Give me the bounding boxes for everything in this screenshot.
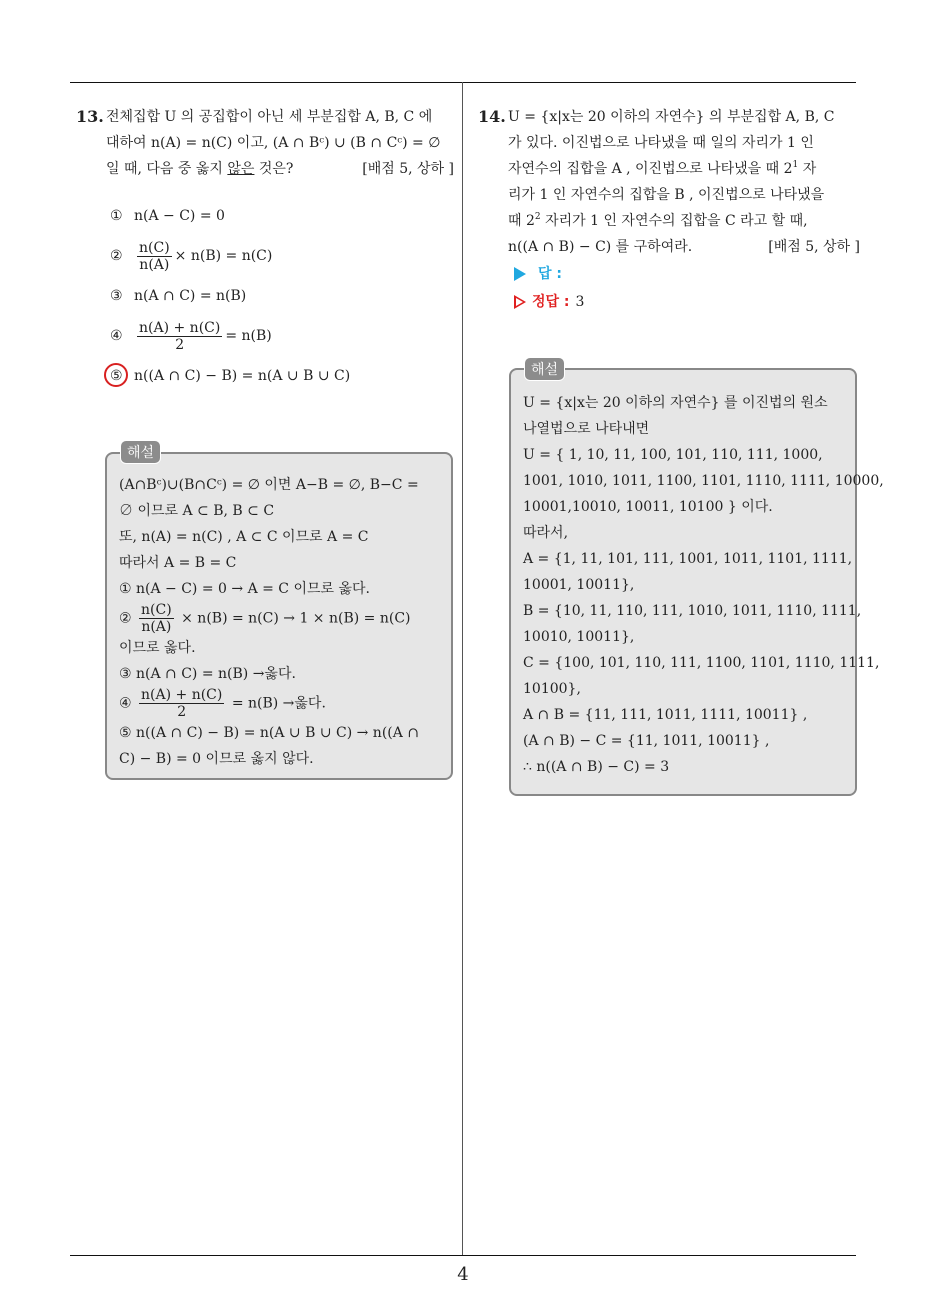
question-line-text: 일 때, 다음 중 옳지 xyxy=(106,161,228,177)
solution-line xyxy=(119,687,439,720)
solution-line: ① n(A − C) = 0 → A = C 이므로 옳다. xyxy=(119,581,370,597)
solution-line: ⑤ n((A ∩ C) − B) = n(A ∪ B ∪ C) → n((A ∩ xyxy=(119,725,420,741)
choice-marker: ④ xyxy=(110,328,123,344)
choice-marker: ① xyxy=(110,208,123,224)
question-line-tail: 자리가 1 인 자연수의 집합을 C 라고 할 때, xyxy=(540,213,808,229)
question-number: 13. xyxy=(76,107,104,126)
solution-line: (A ∩ B) − C = {11, 1011, 10011} , xyxy=(523,733,770,749)
solution-line: U = { 1, 10, 11, 100, 101, 110, 111, 1000, xyxy=(523,447,823,463)
choice-1[interactable] xyxy=(110,196,454,236)
fraction-denominator: 2 xyxy=(175,336,185,353)
choice-list xyxy=(76,196,454,396)
solution-line: C) − B) = 0 이므로 옳지 않다. xyxy=(119,751,314,767)
page-number: 4 xyxy=(457,1264,469,1285)
question-line xyxy=(106,156,454,182)
question-line-text: n((A ∩ B) − C) 를 구하여라. xyxy=(508,239,693,255)
solution-marker: ② xyxy=(119,610,132,627)
solution-line: A ∩ B = {11, 111, 1011, 1111, 10011} , xyxy=(523,707,808,723)
correct-answer-row xyxy=(478,288,860,316)
choice-text: × n(B) = n(C) xyxy=(174,248,273,264)
correct-answer-label: 정답 : xyxy=(532,294,570,310)
choice-text: = n(B) xyxy=(225,328,272,344)
solution-line: 또, n(A) = n(C) , A ⊂ C 이므로 A = C xyxy=(119,529,369,545)
underlined-word: 않은 xyxy=(227,161,255,177)
solution-line: ∅ 이므로 A ⊂ B, B ⊂ C xyxy=(119,503,275,519)
question-line-tail: 자 xyxy=(798,161,817,177)
choice-marker: ⑤ xyxy=(110,368,123,384)
solution-line: 이므로 옳다. xyxy=(119,640,196,656)
fraction-numerator: n(A) + n(C) xyxy=(141,687,223,703)
solution-tab: 해설 xyxy=(524,357,565,381)
play-outline-icon xyxy=(514,295,526,309)
answer-row xyxy=(478,260,860,288)
question-line-tail: 것은? xyxy=(254,161,294,177)
question-line: 전체집합 U 의 공집합이 아닌 세 부분집합 A, B, C 에 xyxy=(106,109,433,125)
bottom-rule xyxy=(70,1255,856,1256)
solution-line xyxy=(119,602,439,635)
solution-line: ∴ n((A ∩ B) − C) = 3 xyxy=(523,759,670,775)
question-line: 리가 1 인 자연수의 집합을 B , 이진법으로 나타냈을 xyxy=(508,187,825,203)
fraction xyxy=(137,320,222,353)
choice-marker: ③ xyxy=(110,288,123,304)
fraction-numerator: n(A) + n(C) xyxy=(139,319,221,336)
play-icon xyxy=(514,267,526,281)
fraction xyxy=(139,602,174,635)
solution-line: 나열법으로 나타내면 xyxy=(523,421,650,437)
choice-2[interactable] xyxy=(110,236,454,276)
correct-answer-value: 3 xyxy=(575,294,585,310)
solution-line: A = {1, 11, 101, 111, 1001, 1011, 1101, 1111, xyxy=(523,551,853,567)
fraction xyxy=(139,687,224,720)
solution-text: × n(B) = n(C) → 1 × n(B) = n(C) xyxy=(181,610,411,627)
solution-line: 10001,10010, 10011, 10100 } 이다. xyxy=(523,499,773,515)
solution-line: U = {x|x는 20 이하의 자연수} 를 이진법의 원소 xyxy=(523,395,828,411)
solution-tab: 해설 xyxy=(120,440,161,464)
fraction-numerator: n(C) xyxy=(139,239,170,256)
solution-line: ③ n(A ∩ C) = n(B) →옳다. xyxy=(119,666,296,682)
fraction-denominator: 2 xyxy=(177,704,187,720)
fraction xyxy=(137,240,172,273)
solution-line: (A∩Bᶜ)∪(B∩Cᶜ) = ∅ 이면 A−B = ∅, B−C = xyxy=(119,477,419,493)
solution-text: = n(B) →옳다. xyxy=(231,695,326,712)
solution-line: 10100}, xyxy=(523,681,581,697)
choice-marker: ② xyxy=(110,248,123,264)
choice-text: n(A − C) = 0 xyxy=(134,208,225,224)
question-line: U = {x|x는 20 이하의 자연수} 의 부분집합 A, B, C xyxy=(508,109,835,125)
solution-box-14 xyxy=(509,368,884,796)
solution-line: B = {10, 11, 110, 111, 1010, 1011, 1110, 1111, xyxy=(523,603,862,619)
solution-line: C = {100, 101, 110, 111, 1100, 1101, 1110, 1111, xyxy=(523,655,880,671)
question-line: 대하여 n(A) = n(C) 이고, (A ∩ Bᶜ) ∪ (B ∩ Cᶜ) = ∅ xyxy=(106,135,441,151)
score-tag: [배점 5, 상하 ] xyxy=(768,239,860,255)
solution-line: 10010, 10011}, xyxy=(523,629,635,645)
superscript: 1 xyxy=(792,160,799,170)
solution-box-13 xyxy=(105,452,453,780)
question-line xyxy=(508,208,860,234)
fraction-denominator: n(A) xyxy=(139,256,170,273)
solution-line: 따라서, xyxy=(523,525,569,541)
score-tag: [배점 5, 상하 ] xyxy=(362,161,454,177)
question-13 xyxy=(76,104,454,396)
selected-answer-circle xyxy=(104,363,128,387)
question-line xyxy=(508,156,860,182)
solution-line: 1001, 1010, 1011, 1100, 1101, 1110, 1111, 10000, xyxy=(523,473,884,489)
fraction-numerator: n(C) xyxy=(141,602,172,618)
choice-4[interactable] xyxy=(110,316,454,356)
solution-line: 10001, 10011}, xyxy=(523,577,635,593)
answer-label: 답 : xyxy=(538,266,562,282)
fraction-denominator: n(A) xyxy=(141,619,172,635)
solution-line: 따라서 A = B = C xyxy=(119,555,237,571)
top-rule xyxy=(70,82,856,83)
solution-marker: ④ xyxy=(119,695,132,712)
choice-text: n((A ∩ C) − B) = n(A ∪ B ∪ C) xyxy=(134,368,351,384)
question-text xyxy=(508,104,860,260)
question-line-text: 자연수의 집합을 A , 이진법으로 나타냈을 때 2 xyxy=(508,161,793,177)
choice-text: n(A ∩ C) = n(B) xyxy=(134,288,247,304)
choice-5[interactable] xyxy=(110,356,454,396)
question-line xyxy=(508,234,860,260)
question-number: 14. xyxy=(478,107,506,126)
question-line-text: 때 2 xyxy=(508,213,535,229)
superscript: 2 xyxy=(534,212,541,222)
question-line: 가 있다. 이진법으로 나타냈을 때 일의 자리가 1 인 xyxy=(508,135,814,151)
choice-3[interactable] xyxy=(110,276,454,316)
question-14 xyxy=(478,104,860,316)
question-text xyxy=(106,104,454,182)
column-divider xyxy=(462,82,463,1256)
